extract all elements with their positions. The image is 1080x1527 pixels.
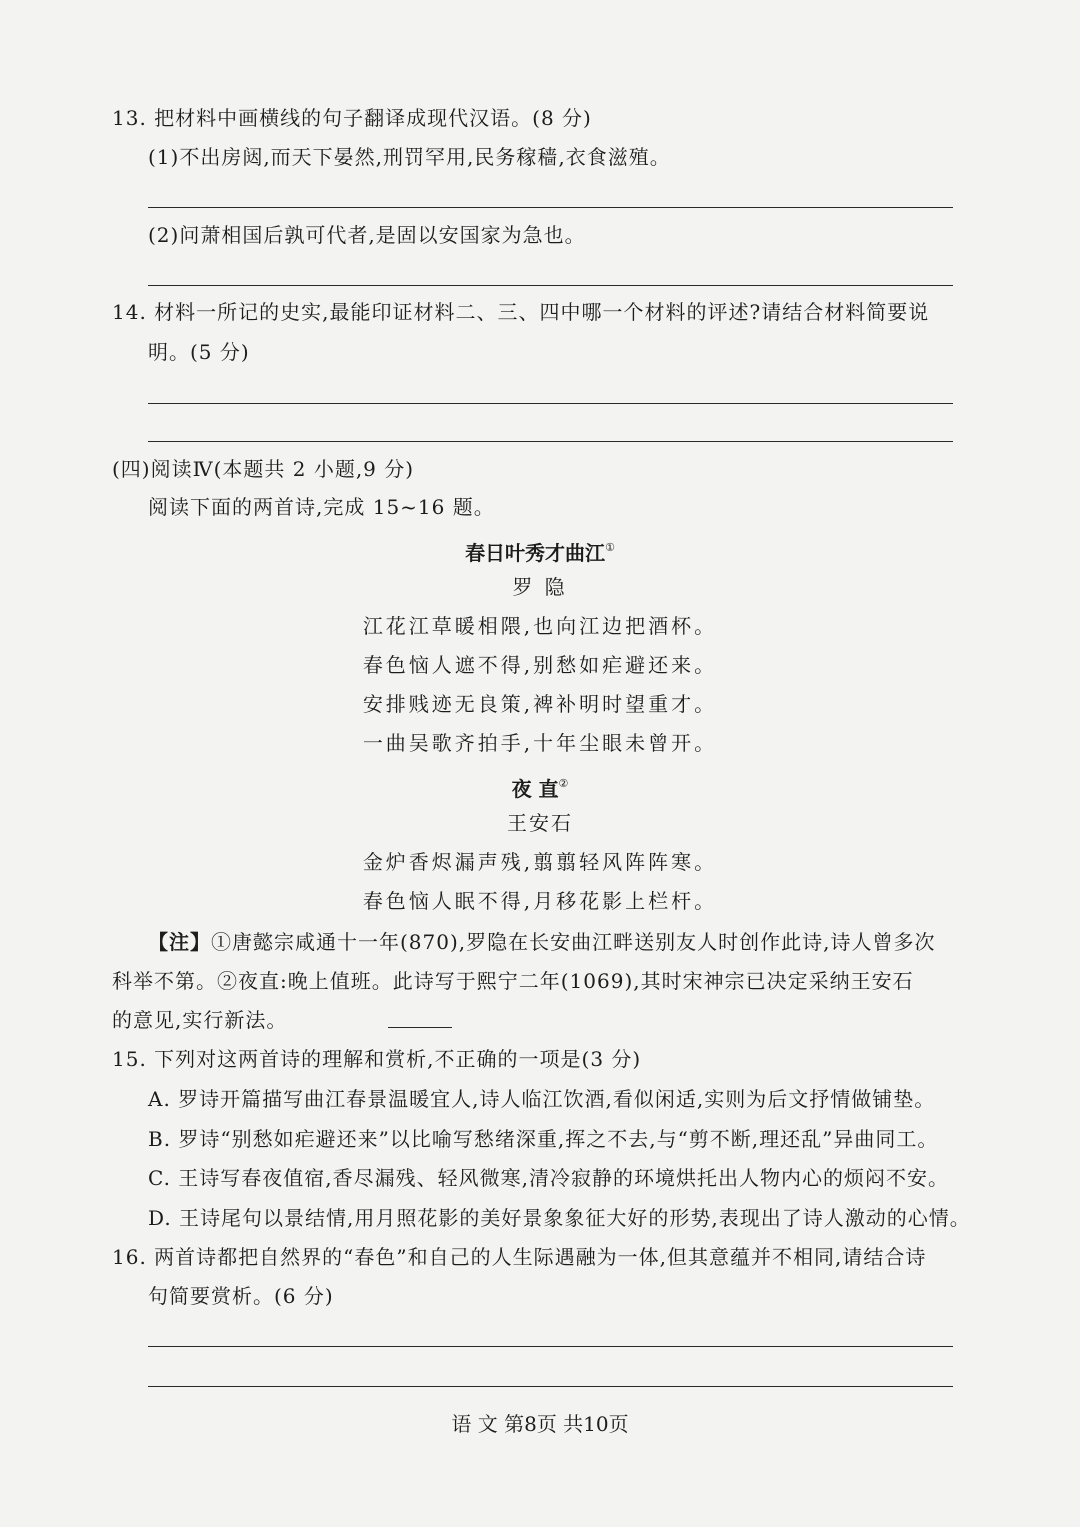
q15-option-b: B. 罗诗“别愁如疟避还来”以比喻写愁绪深重,挥之不去,与“剪不断,理还乱”异曲同工。 (148, 1127, 939, 1151)
poem1-line: 安排贱迹无良策,裨补明时望重才。 (362, 692, 718, 716)
answer-line (148, 1346, 953, 1347)
q13-stem: 13. 把材料中画横线的句子翻译成现代汉语。(8 分) (112, 106, 592, 130)
footnote-marker: ① (605, 541, 615, 554)
poem2-title: 夜 直② (511, 777, 569, 801)
note-line-3: 的意见,实行新法。 (112, 1008, 288, 1032)
section-intro: 阅读下面的两首诗,完成 15~16 题。 (148, 495, 495, 519)
q14-stem-line-2: 明。(5 分) (148, 340, 250, 364)
q15-option-a: A. 罗诗开篇描写曲江春景温暖宜人,诗人临江饮酒,看似闲适,实则为后文抒情做铺垫。 (148, 1087, 936, 1111)
poem1-author: 罗 隐 (512, 575, 568, 599)
poem1-title: 春日叶秀才曲江① (465, 541, 615, 565)
note-line-2: 科举不第。②夜直:晚上值班。此诗写于熙宁二年(1069),其时宋神宗已决定采纳王安石 (112, 969, 914, 993)
q15-option-d: D. 王诗尾句以景结情,用月照花影的美好景象象征大好的形势,表现出了诗人激动的心情。 (148, 1206, 971, 1230)
answer-line (148, 1386, 953, 1387)
answer-line (148, 285, 953, 286)
poem2-line: 金炉香烬漏声残,翦翦轻风阵阵寒。 (362, 850, 718, 874)
q15-option-c: C. 王诗写春夜值宿,香尽漏残、轻风微寒,清冷寂静的环境烘托出人物内心的烦闷不安。 (148, 1166, 950, 1190)
q16-stem-line-1: 16. 两首诗都把自然界的“春色”和自己的人生际遇融为一体,但其意蕴并不相同,请结合诗 (112, 1245, 927, 1269)
answer-line (148, 441, 953, 442)
q16-stem-line-2: 句简要赏析。(6 分) (148, 1284, 334, 1308)
section-heading: (四)阅读Ⅳ(本题共 2 小题,9 分) (112, 457, 415, 481)
q14-stem-line-1: 14. 材料一所记的史实,最能印证材料二、三、四中哪一个材料的评述?请结合材料简要说 (112, 300, 930, 324)
note-line-1: 【注】①唐懿宗咸通十一年(870),罗隐在长安曲江畔送别友人时创作此诗,诗人曾多次 (148, 930, 936, 954)
note-label: 【注】 (148, 930, 211, 954)
poem1-line: 春色恼人遮不得,别愁如疟避还来。 (362, 653, 718, 677)
footnote-marker: ② (558, 777, 569, 790)
poem2-author: 王安石 (507, 811, 573, 835)
q15-stem: 15. 下列对这两首诗的理解和赏析,不正确的一项是(3 分) (112, 1047, 642, 1071)
poem2-line: 春色恼人眠不得,月移花影上栏杆。 (362, 889, 718, 913)
poem1-line: 一曲吴歌齐拍手,十年尘眼未曾开。 (362, 731, 718, 755)
poem1-line: 江花江草暖相隈,也向江边把酒杯。 (362, 614, 718, 638)
divider (388, 1027, 452, 1028)
q13-sentence-1: (1)不出房闼,而天下晏然,刑罚罕用,民务稼穑,衣食滋殖。 (148, 145, 671, 169)
answer-line (148, 207, 953, 208)
page-footer: 语 文 第8页 共10页 (451, 1412, 629, 1436)
q13-sentence-2: (2)问萧相国后孰可代者,是固以安国家为急也。 (148, 223, 586, 247)
answer-line (148, 403, 953, 404)
